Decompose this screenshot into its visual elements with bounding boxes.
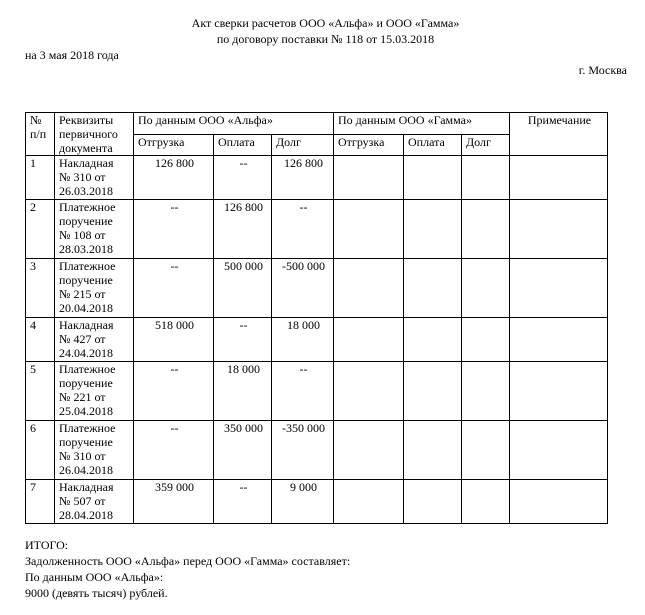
header-requisites-line: первичного <box>59 127 118 141</box>
summary-debt-statement: Задолженность ООО «Альфа» перед ООО «Гамма» составляет: <box>25 554 351 568</box>
row-document-line: поручение <box>59 214 113 228</box>
header-gamma-payment: Оплата <box>404 134 462 156</box>
row-number-cell: 4 <box>26 318 55 362</box>
table-row <box>26 200 608 259</box>
row-document-line: № 221 от <box>59 390 106 404</box>
gamma-payment-cell <box>404 421 462 480</box>
table-row <box>26 421 608 480</box>
gamma-payment-cell <box>404 362 462 421</box>
table-header-row-1 <box>26 113 608 135</box>
row-document-line: Платежное <box>59 200 116 214</box>
document-title-line-2: по договору поставки № 118 от 15.03.2018 <box>216 32 435 46</box>
summary-source: По данным ООО «Альфа»: <box>25 570 164 584</box>
note-cell <box>510 480 608 524</box>
alpha-debt-cell: 9 000 <box>272 480 334 524</box>
summary-block <box>25 537 350 601</box>
gamma-shipment-cell <box>334 200 404 259</box>
row-document-line: поручение <box>59 376 113 390</box>
gamma-debt-cell <box>462 362 510 421</box>
reconciliation-table <box>25 112 608 524</box>
gamma-payment-cell <box>404 156 462 200</box>
table-row <box>26 156 608 200</box>
row-document-line: поручение <box>59 435 113 449</box>
note-cell <box>510 259 608 318</box>
row-document-cell <box>55 259 134 318</box>
row-document-line: № 215 от <box>59 287 106 301</box>
header-gamma-shipment: Отгрузка <box>334 134 404 156</box>
alpha-shipment-cell: -- <box>134 259 214 318</box>
note-cell <box>510 318 608 362</box>
row-document-line: № 427 от <box>59 332 106 346</box>
alpha-payment-cell: -- <box>214 480 272 524</box>
row-document-line: Накладная <box>59 318 114 332</box>
row-document-line: 20.04.2018 <box>59 301 113 315</box>
row-document-line: 24.04.2018 <box>59 346 113 360</box>
alpha-shipment-cell: -- <box>134 362 214 421</box>
alpha-payment-cell: 18 000 <box>214 362 272 421</box>
header-group-gamma: По данным ООО «Гамма» <box>334 113 510 135</box>
document-date: на 3 мая 2018 года <box>25 48 119 62</box>
row-document-cell <box>55 200 134 259</box>
document-title-line-1: Акт сверки расчетов ООО «Альфа» и ООО «Гамма» <box>191 16 460 30</box>
row-number-cell: 2 <box>26 200 55 259</box>
gamma-shipment-cell <box>334 318 404 362</box>
header-gamma-debt: Долг <box>462 134 510 156</box>
summary-total-label: ИТОГО: <box>25 538 69 552</box>
row-document-cell <box>55 318 134 362</box>
header-cell-note: Примечание <box>510 113 608 156</box>
gamma-shipment-cell <box>334 480 404 524</box>
alpha-debt-cell: 126 800 <box>272 156 334 200</box>
table-row <box>26 362 608 421</box>
header-group-alpha: По данным ООО «Альфа» <box>134 113 334 135</box>
alpha-payment-cell: 126 800 <box>214 200 272 259</box>
gamma-debt-cell <box>462 156 510 200</box>
row-document-line: Платежное <box>59 421 116 435</box>
row-number-cell: 7 <box>26 480 55 524</box>
alpha-debt-cell: -- <box>272 200 334 259</box>
document-city: г. Москва <box>578 63 627 77</box>
alpha-shipment-cell: -- <box>134 200 214 259</box>
gamma-payment-cell <box>404 259 462 318</box>
row-document-cell <box>55 362 134 421</box>
header-alpha-payment: Оплата <box>214 134 272 156</box>
note-cell <box>510 200 608 259</box>
gamma-debt-cell <box>462 259 510 318</box>
header-cell-number <box>26 113 55 156</box>
row-document-line: 28.04.2018 <box>59 508 113 522</box>
alpha-debt-cell: 18 000 <box>272 318 334 362</box>
gamma-shipment-cell <box>334 156 404 200</box>
row-document-line: № 108 от <box>59 228 106 242</box>
alpha-shipment-cell: 126 800 <box>134 156 214 200</box>
alpha-payment-cell: -- <box>214 318 272 362</box>
row-document-line: 25.04.2018 <box>59 404 113 418</box>
table-row <box>26 259 608 318</box>
summary-amount: 9000 (девять тысяч) рублей. <box>25 586 168 600</box>
note-cell <box>510 362 608 421</box>
alpha-shipment-cell: 518 000 <box>134 318 214 362</box>
row-document-cell <box>55 421 134 480</box>
row-document-line: 26.03.2018 <box>59 184 113 198</box>
row-number-cell: 6 <box>26 421 55 480</box>
header-alpha-debt: Долг <box>272 134 334 156</box>
note-cell <box>510 421 608 480</box>
row-document-cell <box>55 156 134 200</box>
row-document-line: № 310 от <box>59 449 106 463</box>
gamma-payment-cell <box>404 200 462 259</box>
header-number-line: № <box>30 113 42 127</box>
row-number-cell: 3 <box>26 259 55 318</box>
header-number-line: п/п <box>30 127 47 141</box>
gamma-payment-cell <box>404 318 462 362</box>
alpha-shipment-cell: 359 000 <box>134 480 214 524</box>
alpha-payment-cell: -- <box>214 156 272 200</box>
row-document-line: № 507 от <box>59 494 106 508</box>
gamma-payment-cell <box>404 480 462 524</box>
alpha-payment-cell: 500 000 <box>214 259 272 318</box>
alpha-payment-cell: 350 000 <box>214 421 272 480</box>
row-document-line: Накладная <box>59 156 114 170</box>
gamma-shipment-cell <box>334 421 404 480</box>
alpha-debt-cell: -- <box>272 362 334 421</box>
row-document-line: поручение <box>59 273 113 287</box>
header-requisites-line: документа <box>59 141 113 155</box>
row-number-cell: 5 <box>26 362 55 421</box>
gamma-debt-cell <box>462 200 510 259</box>
row-document-cell <box>55 480 134 524</box>
header-alpha-shipment: Отгрузка <box>134 134 214 156</box>
row-number-cell: 1 <box>26 156 55 200</box>
note-cell <box>510 156 608 200</box>
header-requisites-line: Реквизиты <box>59 113 114 127</box>
gamma-debt-cell <box>462 318 510 362</box>
alpha-shipment-cell: -- <box>134 421 214 480</box>
row-document-line: Платежное <box>59 362 116 376</box>
alpha-debt-cell: -500 000 <box>272 259 334 318</box>
table-row <box>26 480 608 524</box>
gamma-debt-cell <box>462 421 510 480</box>
row-document-line: Накладная <box>59 480 114 494</box>
header-cell-requisites <box>55 113 134 156</box>
gamma-debt-cell <box>462 480 510 524</box>
table-row <box>26 318 608 362</box>
gamma-shipment-cell <box>334 362 404 421</box>
gamma-shipment-cell <box>334 259 404 318</box>
row-document-line: № 310 от <box>59 170 106 184</box>
row-document-line: 28.03.2018 <box>59 242 113 256</box>
row-document-line: Платежное <box>59 259 116 273</box>
row-document-line: 26.04.2018 <box>59 463 113 477</box>
alpha-debt-cell: -350 000 <box>272 421 334 480</box>
